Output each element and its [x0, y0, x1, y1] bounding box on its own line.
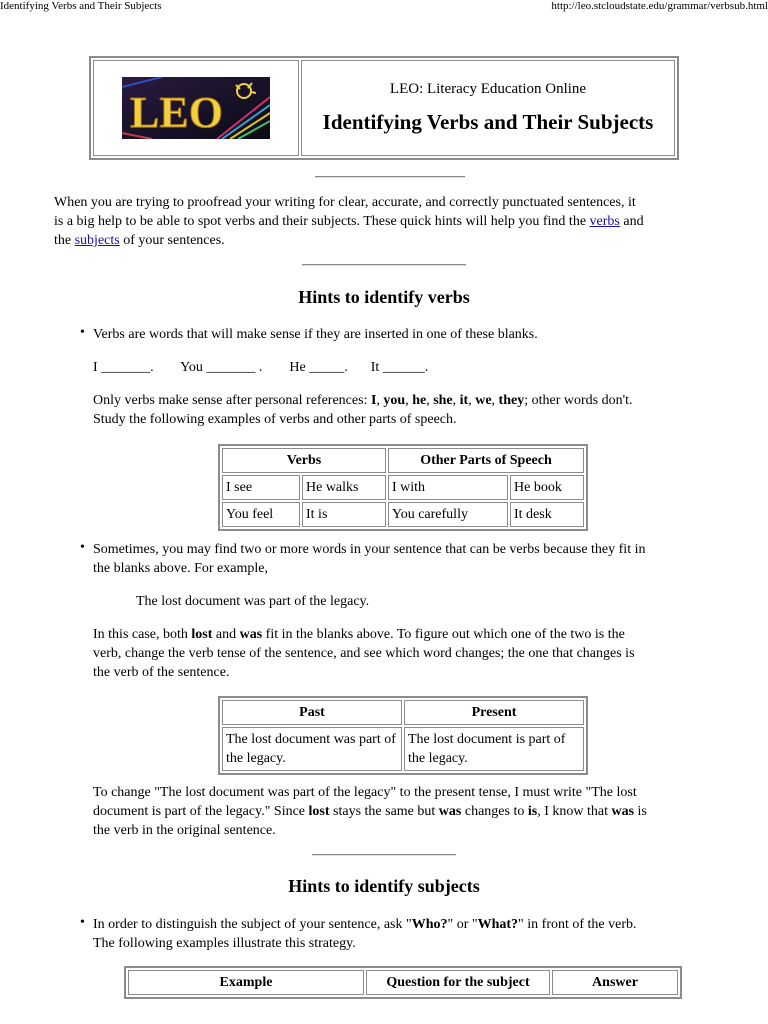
intro-line-2: is a big help to be able to spot verbs and their subjects. These quick hints will help you find the verbs and [54, 214, 644, 229]
bullet-dot: • [80, 915, 85, 930]
change-line-2: document is part of the legacy." Since lost stays the same but was changes to is, I know that was is [93, 804, 647, 819]
blank-it: It ______. [370, 360, 429, 375]
table-cell: You carefully [388, 502, 508, 527]
leo-logo [122, 77, 270, 139]
bullet-dot: • [80, 540, 85, 555]
table-cell: I see [222, 475, 300, 500]
table-row [222, 727, 584, 771]
subjects-line-2: The following examples illustrate this strategy. [93, 936, 356, 951]
table-header: Past [222, 700, 402, 725]
table-row [222, 475, 584, 500]
page-title: Identifying Verbs and Their Subjects [322, 110, 654, 134]
leo-banner [89, 56, 679, 160]
subjects-heading: Hints to identify subjects [288, 876, 480, 896]
blank-he: He _____. [289, 360, 348, 375]
table-row [222, 502, 584, 527]
verbs-table [218, 444, 588, 531]
logo-cell [93, 60, 299, 156]
page-header-url: http://leo.stcloudstate.edu/grammar/verbsub.html [551, 0, 768, 12]
subjects-bullet [93, 915, 713, 953]
subject-table [124, 966, 682, 999]
blank-you: You _______ . [180, 360, 263, 375]
bullet2-line-1: Sometimes, you may find two or more words in your sentence that can be verbs because they fit in [93, 542, 646, 557]
blanks-line [93, 358, 713, 377]
verbs-link[interactable]: verbs [589, 214, 620, 229]
verbs-bullet-2 [93, 540, 713, 578]
table-cell: The lost document is part of the legacy. [404, 727, 584, 771]
verbs-bullet-1: Verbs are words that will make sense if they are inserted in one of these blanks. [93, 327, 538, 342]
personal-line-1: Only verbs make sense after personal references: I, you, he, she, it, we, they; other words don't. [93, 393, 633, 408]
table-header: Present [404, 700, 584, 725]
personal-line-2: Study the following examples of verbs and other parts of speech. [93, 412, 457, 427]
divider [312, 854, 456, 856]
case-line-3: the verb of the sentence. [93, 665, 230, 680]
change-line-3: the verb in the original sentence. [93, 823, 276, 838]
table-cell: He walks [302, 475, 386, 500]
table-cell: It is [302, 502, 386, 527]
subjects-line-1: In order to distinguish the subject of your sentence, ask "Who?" or "What?" in front of the verb. [93, 917, 637, 932]
divider [315, 176, 465, 178]
table-cell: You feel [222, 502, 300, 527]
subjects-link[interactable]: subjects [74, 233, 120, 248]
bullet-dot: • [80, 325, 85, 340]
table-header: Other Parts of Speech [388, 448, 584, 473]
bullet2-line-2: the blanks above. For example, [93, 561, 268, 576]
case-line-2: verb, change the verb tense of the sentence, and see which word changes; the one that changes is [93, 646, 635, 661]
intro-line-3: the subjects of your sentences. [54, 233, 225, 248]
case-line-1: In this case, both lost and was fit in the blanks above. To figure out which one of the two is the [93, 627, 625, 642]
table-cell: The lost document was part of the legacy. [222, 727, 402, 771]
intro-line-1: When you are trying to proofread your writing for clear, accurate, and correctly punctuated sentences, it [54, 195, 636, 210]
verbs-heading: Hints to identify verbs [298, 287, 470, 307]
table-header: Question for the subject [366, 970, 550, 995]
tense-table [218, 696, 588, 775]
page-header-title: Identifying Verbs and Their Subjects [0, 0, 162, 12]
banner-title-cell [301, 60, 675, 156]
divider [302, 264, 466, 266]
table-header: Answer [552, 970, 678, 995]
table-cell: He book [510, 475, 584, 500]
banner-org: LEO: Literacy Education Online [389, 81, 587, 97]
logo-text: LEO [130, 88, 223, 137]
case-paragraph [93, 625, 713, 682]
table-header: Example [128, 970, 364, 995]
table-cell: It desk [510, 502, 584, 527]
personal-references [93, 391, 713, 429]
table-cell: I with [388, 475, 508, 500]
change-paragraph [93, 783, 713, 840]
example-sentence: The lost document was part of the legacy. [136, 594, 370, 609]
intro-paragraph [54, 193, 724, 250]
blank-i: I _______. [93, 360, 154, 375]
table-header: Verbs [222, 448, 386, 473]
change-line-1: To change "The lost document was part of the legacy" to the present tense, I must write "The lost [93, 785, 637, 800]
